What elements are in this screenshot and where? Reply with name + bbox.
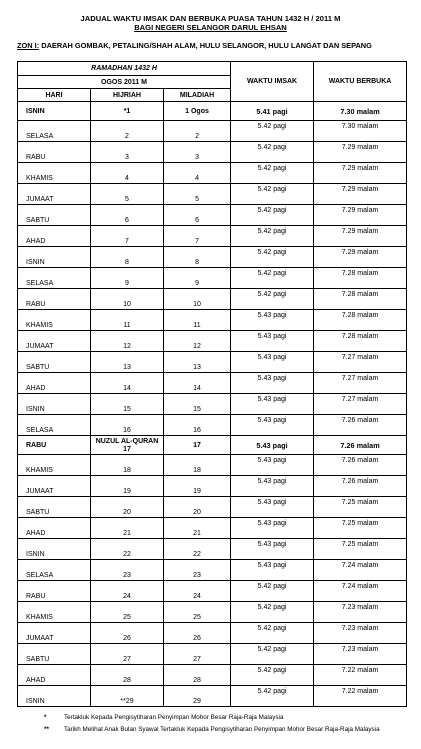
cell-berbuka: 7.28 malam (314, 310, 407, 331)
table-row (18, 518, 407, 539)
table-row (18, 247, 407, 268)
cell-hari: SABTU (18, 205, 91, 226)
cell-hari: ISNIN (18, 686, 91, 707)
cell-hijriah-value: 27 (123, 656, 131, 663)
cell-berbuka: 7.26 malam (314, 476, 407, 497)
cell-hari: SABTU (18, 644, 91, 665)
cell-hijriah (91, 539, 164, 560)
cell-hari: SELASA (18, 268, 91, 289)
cell-imsak: 5.42 pagi (231, 581, 314, 602)
cell-hijriah (91, 121, 164, 142)
col-header-imsak: WAKTU IMSAK (231, 62, 314, 102)
table-row (18, 476, 407, 497)
cell-imsak: 5.42 pagi (231, 268, 314, 289)
cell-hijriah (91, 226, 164, 247)
cell-hijriah-value: 19 (123, 488, 131, 495)
document-subtitle: BAGI NEGERI SELANGOR DARUL EHSAN (134, 23, 287, 32)
cell-imsak: 5.43 pagi (231, 331, 314, 352)
cell-miladiah: 28 (164, 665, 231, 686)
cell-hijriah (91, 394, 164, 415)
cell-berbuka: 7.28 malam (314, 331, 407, 352)
col-header-miladiah: MILADIAH (164, 89, 231, 102)
cell-miladiah: 10 (164, 289, 231, 310)
cell-miladiah: 9 (164, 268, 231, 289)
table-row (18, 289, 407, 310)
cell-miladiah: 22 (164, 539, 231, 560)
cell-berbuka: 7.30 malam (314, 121, 407, 142)
table-row (18, 686, 407, 707)
cell-hijriah (91, 352, 164, 373)
col-header-berbuka: WAKTU BERBUKA (314, 62, 407, 102)
cell-hijriah (91, 518, 164, 539)
cell-hijriah (91, 184, 164, 205)
cell-miladiah: 4 (164, 163, 231, 184)
cell-miladiah: 21 (164, 518, 231, 539)
cell-berbuka: 7.25 malam (314, 497, 407, 518)
footnote-marker: * (44, 714, 47, 721)
cell-hijriah (91, 436, 164, 455)
table-row (18, 184, 407, 205)
cell-hari: RABU (18, 142, 91, 163)
cell-hijriah (91, 247, 164, 268)
cell-miladiah: 7 (164, 226, 231, 247)
table-row (18, 142, 407, 163)
table-row (18, 455, 407, 476)
cell-hijriah-value: 15 (123, 406, 131, 413)
cell-miladiah: 17 (164, 436, 231, 455)
cell-hari: RABU (18, 289, 91, 310)
cell-berbuka: 7.26 malam (314, 455, 407, 476)
cell-miladiah: 29 (164, 686, 231, 707)
cell-miladiah: 6 (164, 205, 231, 226)
cell-imsak: 5.43 pagi (231, 497, 314, 518)
cell-hijriah (91, 602, 164, 623)
cell-berbuka: 7.30 malam (314, 102, 407, 121)
cell-miladiah: 13 (164, 352, 231, 373)
cell-berbuka: 7.26 malam (314, 415, 407, 436)
table-row (18, 415, 407, 436)
cell-imsak: 5.42 pagi (231, 644, 314, 665)
cell-hijriah-value: 24 (123, 593, 131, 600)
timetable (17, 61, 407, 707)
cell-miladiah: 18 (164, 455, 231, 476)
cell-hijriah (91, 142, 164, 163)
table-row (18, 497, 407, 518)
table-row (18, 102, 407, 121)
cell-hijriah-value: 23 (123, 572, 131, 579)
cell-miladiah: 14 (164, 373, 231, 394)
cell-hari: ISNIN (18, 247, 91, 268)
cell-berbuka: 7.29 malam (314, 205, 407, 226)
cell-hijriah (91, 623, 164, 644)
cell-miladiah: 2 (164, 121, 231, 142)
cell-hari: ISNIN (18, 394, 91, 415)
cell-hijriah-value: 9 (125, 280, 129, 287)
table-row (18, 121, 407, 142)
cell-hari: RABU (18, 581, 91, 602)
cell-imsak: 5.42 pagi (231, 142, 314, 163)
cell-imsak: 5.42 pagi (231, 163, 314, 184)
cell-berbuka: 7.23 malam (314, 644, 407, 665)
cell-hijriah-value: 21 (123, 530, 131, 537)
cell-berbuka: 7.25 malam (314, 518, 407, 539)
cell-miladiah: 20 (164, 497, 231, 518)
cell-miladiah: 11 (164, 310, 231, 331)
cell-hijriah-value: 10 (123, 301, 131, 308)
cell-miladiah: 15 (164, 394, 231, 415)
cell-berbuka: 7.27 malam (314, 373, 407, 394)
cell-hari: RABU (18, 436, 91, 455)
cell-hari: AHAD (18, 226, 91, 247)
cell-imsak: 5.42 pagi (231, 184, 314, 205)
cell-imsak: 5.43 pagi (231, 476, 314, 497)
cell-miladiah: 5 (164, 184, 231, 205)
cell-berbuka: 7.25 malam (314, 539, 407, 560)
cell-hari: SABTU (18, 352, 91, 373)
cell-hijriah (91, 665, 164, 686)
cell-hijriah (91, 373, 164, 394)
cell-hijriah (91, 163, 164, 184)
cell-imsak: 5.43 pagi (231, 415, 314, 436)
cell-imsak: 5.42 pagi (231, 665, 314, 686)
cell-hari: AHAD (18, 373, 91, 394)
cell-berbuka: 7.24 malam (314, 560, 407, 581)
footnote-text: Tarikh Melihat Anak Bulan Syawal Tertakluk Kepada Pengisytiharan Penyimpan Mohor Besar Raja-Raja Malaysia (64, 726, 380, 733)
cell-hijriah-value: 4 (125, 175, 129, 182)
cell-hijriah (91, 476, 164, 497)
cell-hari: ISNIN (18, 102, 91, 121)
table-row (18, 644, 407, 665)
cell-miladiah: 12 (164, 331, 231, 352)
cell-imsak: 5.43 pagi (231, 539, 314, 560)
cell-hijriah (91, 497, 164, 518)
footnote-text: Tertakluk Kepada Pengisytiharan Penyimpan Mohor Besar Raja-Raja Malaysia (64, 714, 284, 721)
cell-hijriah (91, 102, 164, 121)
cell-hijriah (91, 205, 164, 226)
cell-miladiah: 19 (164, 476, 231, 497)
cell-imsak: 5.43 pagi (231, 560, 314, 581)
col-header-hijriah: HIJRIAH (91, 89, 164, 102)
table-row (18, 623, 407, 644)
cell-imsak: 5.43 pagi (231, 373, 314, 394)
cell-hijriah-value: 11 (123, 322, 131, 329)
cell-hari: JUMAAT (18, 623, 91, 644)
cell-imsak: 5.43 pagi (231, 310, 314, 331)
cell-imsak: 5.43 pagi (231, 394, 314, 415)
table-row (18, 205, 407, 226)
cell-hijriah (91, 455, 164, 476)
cell-hari: KHAMIS (18, 602, 91, 623)
cell-imsak: 5.42 pagi (231, 623, 314, 644)
cell-hari: KHAMIS (18, 310, 91, 331)
cell-berbuka: 7.29 malam (314, 142, 407, 163)
table-row (18, 373, 407, 394)
table-row (18, 602, 407, 623)
cell-hijriah-value: 2 (125, 133, 129, 140)
timetable-body (18, 102, 407, 707)
cell-hijriah-note: NUZUL AL-QURAN (95, 437, 159, 445)
cell-hijriah (91, 581, 164, 602)
cell-berbuka: 7.24 malam (314, 581, 407, 602)
cell-hari: AHAD (18, 665, 91, 686)
cell-imsak: 5.42 pagi (231, 247, 314, 268)
cell-hijriah-value: 26 (123, 635, 131, 642)
cell-imsak: 5.43 pagi (231, 518, 314, 539)
cell-hijriah (91, 644, 164, 665)
cell-imsak: 5.42 pagi (231, 121, 314, 142)
cell-hijriah (91, 310, 164, 331)
cell-hari: SABTU (18, 497, 91, 518)
zone-text: DAERAH GOMBAK, PETALING/SHAH ALAM, HULU SELANGOR, HULU LANGAT DAN SEPANG (41, 41, 372, 50)
cell-imsak: 5.42 pagi (231, 602, 314, 623)
cell-hari: JUMAAT (18, 476, 91, 497)
table-row (18, 436, 407, 455)
cell-imsak: 5.41 pagi (231, 102, 314, 121)
col-header-hari: HARI (18, 89, 91, 102)
cell-imsak: 5.42 pagi (231, 289, 314, 310)
cell-hijriah (91, 415, 164, 436)
sub-header: OGOS 2011 M (18, 76, 231, 89)
cell-hijriah-value: 14 (123, 385, 131, 392)
cell-hijriah-value: 12 (123, 343, 131, 350)
cell-berbuka: 7.29 malam (314, 247, 407, 268)
cell-hijriah (91, 289, 164, 310)
cell-imsak: 5.43 pagi (231, 352, 314, 373)
cell-berbuka: 7.23 malam (314, 623, 407, 644)
table-row (18, 226, 407, 247)
cell-berbuka: 7.28 malam (314, 289, 407, 310)
table-row (18, 581, 407, 602)
cell-miladiah: 24 (164, 581, 231, 602)
cell-miladiah: 23 (164, 560, 231, 581)
cell-hijriah (91, 686, 164, 707)
footnote-marker: ** (44, 726, 49, 733)
cell-berbuka: 7.23 malam (314, 602, 407, 623)
table-row (18, 268, 407, 289)
cell-miladiah: 8 (164, 247, 231, 268)
cell-imsak: 5.42 pagi (231, 226, 314, 247)
cell-miladiah: 25 (164, 602, 231, 623)
table-row (18, 394, 407, 415)
cell-hijriah-value: 18 (123, 467, 131, 474)
table-row (18, 560, 407, 581)
cell-imsak: 5.43 pagi (231, 455, 314, 476)
zone-label: ZON I: (17, 41, 40, 50)
cell-hijriah-value: 17 (123, 445, 131, 453)
cell-berbuka: 7.29 malam (314, 226, 407, 247)
cell-miladiah: 1 Ogos (164, 102, 231, 121)
cell-berbuka: 7.22 malam (314, 686, 407, 707)
cell-imsak: 5.42 pagi (231, 205, 314, 226)
cell-berbuka: 7.28 malam (314, 268, 407, 289)
cell-berbuka: 7.29 malam (314, 184, 407, 205)
cell-hijriah-value: 25 (123, 614, 131, 621)
cell-berbuka: 7.29 malam (314, 163, 407, 184)
cell-imsak: 5.43 pagi (231, 436, 314, 455)
table-row (18, 310, 407, 331)
cell-hijriah-value: 20 (123, 509, 131, 516)
cell-hijriah-value: **29 (120, 698, 134, 705)
cell-hari: JUMAAT (18, 184, 91, 205)
cell-hijriah-value: 8 (125, 259, 129, 266)
document-title: JADUAL WAKTU IMSAK DAN BERBUKA PUASA TAHUN 1432 H / 2011 M (80, 14, 341, 23)
cell-hijriah-value: 3 (125, 154, 129, 161)
cell-hijriah-value: 5 (125, 196, 129, 203)
cell-miladiah: 27 (164, 644, 231, 665)
cell-berbuka: 7.27 malam (314, 352, 407, 373)
cell-hari: AHAD (18, 518, 91, 539)
month-header: RAMADHAN 1432 H (18, 62, 231, 76)
cell-berbuka: 7.26 malam (314, 436, 407, 455)
cell-miladiah: 26 (164, 623, 231, 644)
cell-hari: KHAMIS (18, 163, 91, 184)
cell-hijriah-value: 16 (123, 427, 131, 434)
cell-hijriah-value: 28 (123, 677, 131, 684)
table-row (18, 163, 407, 184)
table-row (18, 352, 407, 373)
cell-miladiah: 3 (164, 142, 231, 163)
cell-hijriah (91, 268, 164, 289)
cell-imsak: 5.42 pagi (231, 686, 314, 707)
table-row (18, 539, 407, 560)
table-row (18, 331, 407, 352)
cell-hari: KHAMIS (18, 455, 91, 476)
cell-hari: SELASA (18, 560, 91, 581)
zone-line (17, 41, 417, 50)
table-row (18, 665, 407, 686)
cell-hijriah-value: 7 (125, 238, 129, 245)
cell-miladiah: 16 (164, 415, 231, 436)
cell-berbuka: 7.27 malam (314, 394, 407, 415)
cell-hijriah (91, 331, 164, 352)
cell-berbuka: 7.22 malam (314, 665, 407, 686)
cell-hijriah-value: *1 (123, 107, 131, 115)
cell-hari: JUMAAT (18, 331, 91, 352)
cell-hijriah-value: 22 (123, 551, 131, 558)
cell-hijriah-value: 13 (123, 364, 131, 371)
cell-hari: ISNIN (18, 539, 91, 560)
cell-hari: SELASA (18, 415, 91, 436)
cell-hijriah-value: 6 (125, 217, 129, 224)
cell-hari: SELASA (18, 121, 91, 142)
cell-hijriah (91, 560, 164, 581)
